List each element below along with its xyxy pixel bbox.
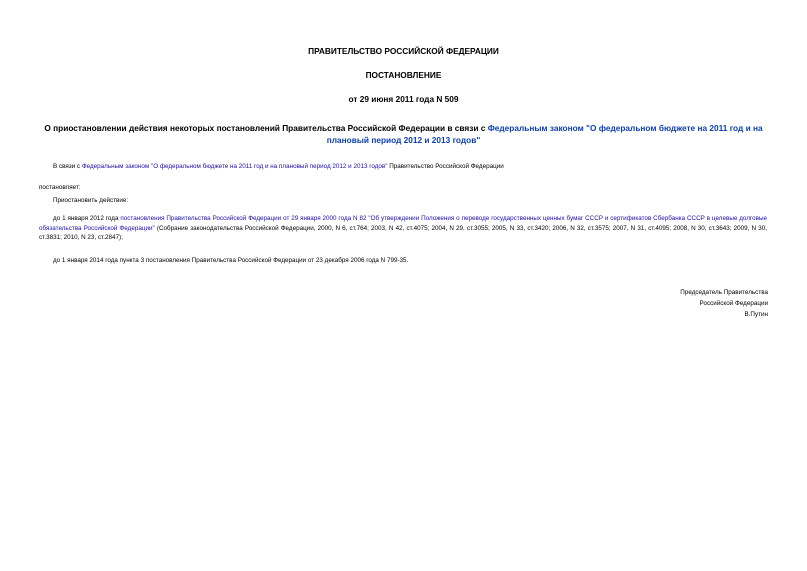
intro-text: В связи с (53, 163, 82, 170)
signature-block (568, 287, 768, 320)
signature-title: Председатель Правительства (680, 289, 768, 296)
item-one-paragraph (39, 214, 767, 243)
item-one-text: до 1 января 2012 года (53, 215, 121, 222)
date-number-heading: от 29 июня 2011 года N 509 (348, 94, 459, 104)
intro-suffix: Правительство Российской Федерации (387, 163, 504, 170)
signature-org: Российской Федерации (699, 300, 768, 307)
title-text: О приостановлении действия некоторых постановлений Правительства Российской Федерации в связи с (44, 123, 488, 133)
title-law-link[interactable]: Федеральным законом "О федеральном бюджете на 2011 год и на плановый период 2012 и 2013 годов" (326, 123, 763, 145)
suspend-line: Приостановить действие: (53, 197, 129, 204)
government-heading: ПРАВИТЕЛЬСТВО РОССИЙСКОЙ ФЕДЕРАЦИИ (308, 46, 499, 56)
item-one-suffix: (Собрание законодательства Российской Федерации, 2000, N 6, ст.764; 2003, N 42, ст.4075; 2004, N 29, ст.3055; 2005, N 33, ст.3420; 2006, N 32, ст.3575; 2007, N 31, ст.4095; 2008, N 30, ст.3643; 2009, N 30, ст.3831; 2010, N 23, ст.2847); (39, 224, 767, 241)
intro-law-link[interactable]: Федеральным законом "О федеральном бюджете на 2011 год и на плановый период 2012 и 2013 годов" (81, 163, 388, 170)
item-one-decree-link[interactable]: постановления Правительства Российской Федерации от 29 января 2000 года N 82 "Об утверждении Положения о переводе государственных ценных бумаг СССР и сертификатов Сбербанка СССР в целевые долговые обязательства Российской Федерации" (39, 215, 767, 232)
item-two-paragraph: до 1 января 2014 года пункта 3 постановления Правительства Российской Федерации от 23 декабря 2006 года N 799-35. (53, 257, 409, 264)
document-type-heading: ПОСТАНОВЛЕНИЕ (365, 70, 442, 80)
intro-paragraph (53, 162, 773, 172)
document-title (40, 122, 767, 146)
signature-name: В.Путин (744, 311, 768, 318)
decrees-line: постановляет: (39, 184, 81, 191)
